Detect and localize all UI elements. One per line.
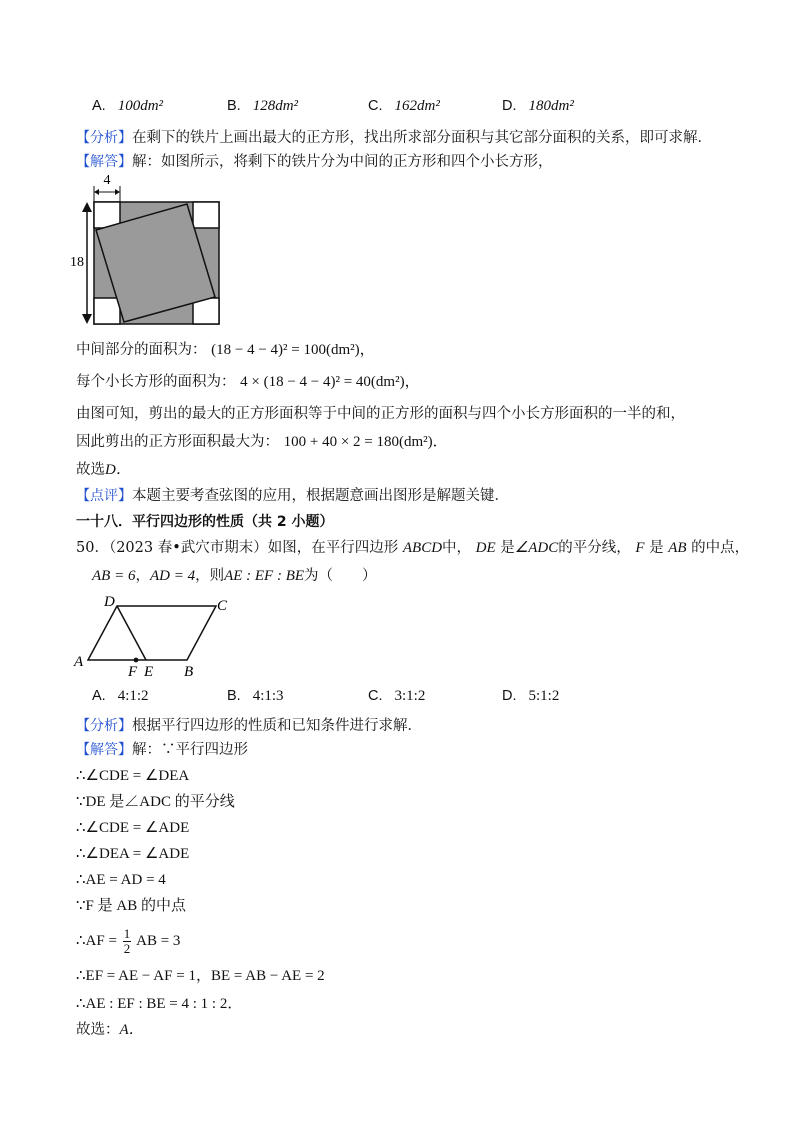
segment-de bbox=[117, 606, 146, 660]
answer-tag: 【解答】 bbox=[76, 154, 132, 170]
analysis-text: 根据平行四边形的性质和已知条件进行求解． bbox=[132, 718, 422, 734]
option-value: 100dm² bbox=[117, 98, 164, 114]
q50-option-b bbox=[227, 688, 284, 705]
q50-option-d bbox=[502, 688, 559, 705]
option-letter: A. bbox=[92, 688, 106, 704]
option-value: 5:1:2 bbox=[528, 688, 560, 704]
step-line: ∴∠CDE = ∠ADE bbox=[76, 820, 190, 836]
choose-text: 故选： bbox=[76, 1022, 120, 1038]
q49-line1 bbox=[76, 340, 375, 360]
label-d: D bbox=[104, 594, 115, 610]
line4-math: 100 + 40 × 2 = 180(dm²)． bbox=[283, 434, 448, 450]
option-letter: B. bbox=[227, 98, 241, 114]
option-value: 4:1:2 bbox=[117, 688, 149, 704]
step-line: ∴AE = AD = 4 bbox=[76, 872, 166, 888]
line2-text: 每个小长方形的面积为： bbox=[76, 374, 236, 390]
analysis-tag: 【分析】 bbox=[76, 718, 132, 734]
fraction-one-half bbox=[123, 927, 132, 956]
step-af-line bbox=[76, 926, 180, 956]
q49-comment bbox=[76, 486, 509, 506]
question-source: （2023 春•武穴市期末）如图，在平行四边形 bbox=[108, 540, 399, 556]
choose-answer: D． bbox=[105, 462, 131, 478]
comment-tag: 【点评】 bbox=[76, 488, 132, 504]
math-ratio: AE : EF : BE bbox=[224, 568, 305, 584]
line1-math: (18 − 4 − 4)² = 100(dm²)， bbox=[211, 342, 375, 358]
side-dimension-label: 18 bbox=[70, 255, 84, 270]
stem-text: ，则 bbox=[195, 568, 225, 584]
option-letter: D. bbox=[502, 98, 517, 114]
question-number: 50． bbox=[76, 540, 109, 556]
stem-text: 是 bbox=[649, 540, 664, 556]
choose-answer: A． bbox=[119, 1022, 144, 1038]
label-b: B bbox=[184, 664, 194, 680]
step-line: ∴∠CDE = ∠DEA bbox=[76, 768, 190, 784]
math-ab-eq: AB = 6 bbox=[92, 568, 136, 584]
option-value: 180dm² bbox=[528, 98, 574, 114]
q49-option-a bbox=[92, 98, 163, 115]
point-f bbox=[134, 658, 139, 663]
q50-option-a bbox=[92, 688, 149, 705]
fraction-denominator: 2 bbox=[123, 941, 131, 957]
math-de: DE bbox=[475, 540, 496, 556]
option-letter: C. bbox=[368, 688, 383, 704]
step-ef: ∴EF = AE − AF = 1， bbox=[76, 968, 211, 984]
q50-stem-line2 bbox=[92, 566, 377, 586]
q49-analysis bbox=[76, 128, 712, 148]
parallelogram bbox=[88, 606, 216, 660]
analysis-tag: 【分析】 bbox=[76, 130, 132, 146]
comment-text: 本题主要考查弦图的应用，根据题意画出图形是解题关键． bbox=[132, 488, 509, 504]
step-ratio-line: ∴AE : EF : BE = 4 : 1 : 2． bbox=[76, 996, 243, 1012]
q50-stem-line1 bbox=[76, 538, 749, 558]
option-letter: D. bbox=[502, 688, 517, 704]
q49-line2 bbox=[76, 372, 420, 392]
answer-tag: 【解答】 bbox=[76, 742, 132, 758]
option-letter: B. bbox=[227, 688, 241, 704]
corner-square-bl bbox=[94, 298, 120, 324]
line3-text: 由图可知，剪出的最大的正方形面积等于中间的正方形的面积与四个小长方形面积的一半的和， bbox=[76, 406, 685, 422]
top-dimension-label: 4 bbox=[103, 173, 111, 188]
q49-option-b bbox=[227, 98, 298, 115]
stem-text: 的中点， bbox=[691, 540, 750, 556]
line1-text: 中间部分的面积为： bbox=[76, 342, 207, 358]
step-ef-be-line bbox=[76, 966, 325, 986]
q49-line3 bbox=[76, 404, 685, 424]
section-title: 一十八．平行四边形的性质（共 2 小题） bbox=[76, 514, 334, 530]
option-value: 162dm² bbox=[394, 98, 440, 114]
q50-analysis bbox=[76, 716, 422, 736]
line4-text: 因此剪出的正方形面积最大为： bbox=[76, 434, 279, 450]
analysis-text: 在剩下的铁片上画出最大的正方形，找出所求部分面积与其它部分面积的关系，即可求解． bbox=[132, 130, 712, 146]
step-af-post: AB = 3 bbox=[136, 933, 181, 949]
math-f: F bbox=[635, 540, 645, 556]
choose-text: 故选 bbox=[76, 462, 105, 478]
fraction-numerator: 1 bbox=[123, 926, 131, 942]
math-angle-adc: ∠ADC bbox=[514, 540, 559, 556]
q50-choose bbox=[76, 1020, 144, 1040]
label-f: F bbox=[128, 664, 138, 680]
q50-parallelogram-figure bbox=[70, 594, 240, 680]
q49-answer-intro bbox=[76, 152, 553, 172]
step-af-pre: ∴AF = bbox=[76, 933, 117, 949]
option-value: 3:1:2 bbox=[394, 688, 426, 704]
label-c: C bbox=[217, 598, 228, 614]
stem-text: 中， bbox=[442, 540, 472, 556]
q50-answer-intro bbox=[76, 740, 248, 760]
step-line: ∵DE 是∠ADC 的平分线 bbox=[76, 794, 235, 810]
option-letter: C. bbox=[368, 98, 383, 114]
stem-text: ， bbox=[135, 568, 150, 584]
q49-option-c bbox=[368, 98, 440, 115]
q49-choose bbox=[76, 460, 131, 480]
answer-intro-text: 解：如图所示，将剩下的铁片分为中间的正方形和四个小长方形， bbox=[132, 154, 553, 170]
q49-square-figure bbox=[66, 172, 226, 332]
q50-option-c bbox=[368, 688, 425, 705]
stem-text: 为（ ） bbox=[304, 568, 377, 584]
q49-line4 bbox=[76, 432, 448, 452]
step-be: BE = AB − AE = 2 bbox=[210, 968, 325, 984]
stem-text: 是 bbox=[500, 540, 515, 556]
answer-intro-text: 解：∵平行四边形 bbox=[132, 742, 248, 758]
q49-option-d bbox=[502, 98, 574, 115]
math-abcd: ABCD bbox=[402, 540, 443, 556]
step-line: ∴∠DEA = ∠ADE bbox=[76, 846, 190, 862]
corner-square-tr bbox=[193, 202, 219, 228]
option-value: 4:1:3 bbox=[252, 688, 284, 704]
step-line: ∵F 是 AB 的中点 bbox=[76, 898, 186, 914]
math-ab: AB bbox=[668, 540, 687, 556]
option-value: 128dm² bbox=[252, 98, 299, 114]
stem-text: 的平分线， bbox=[558, 540, 631, 556]
line2-math: 4 × (18 − 4 − 4)² = 40(dm²)， bbox=[240, 374, 420, 390]
option-letter: A. bbox=[92, 98, 106, 114]
label-a: A bbox=[74, 654, 84, 670]
math-ad-eq: AD = 4 bbox=[149, 568, 196, 584]
label-e: E bbox=[144, 664, 154, 680]
